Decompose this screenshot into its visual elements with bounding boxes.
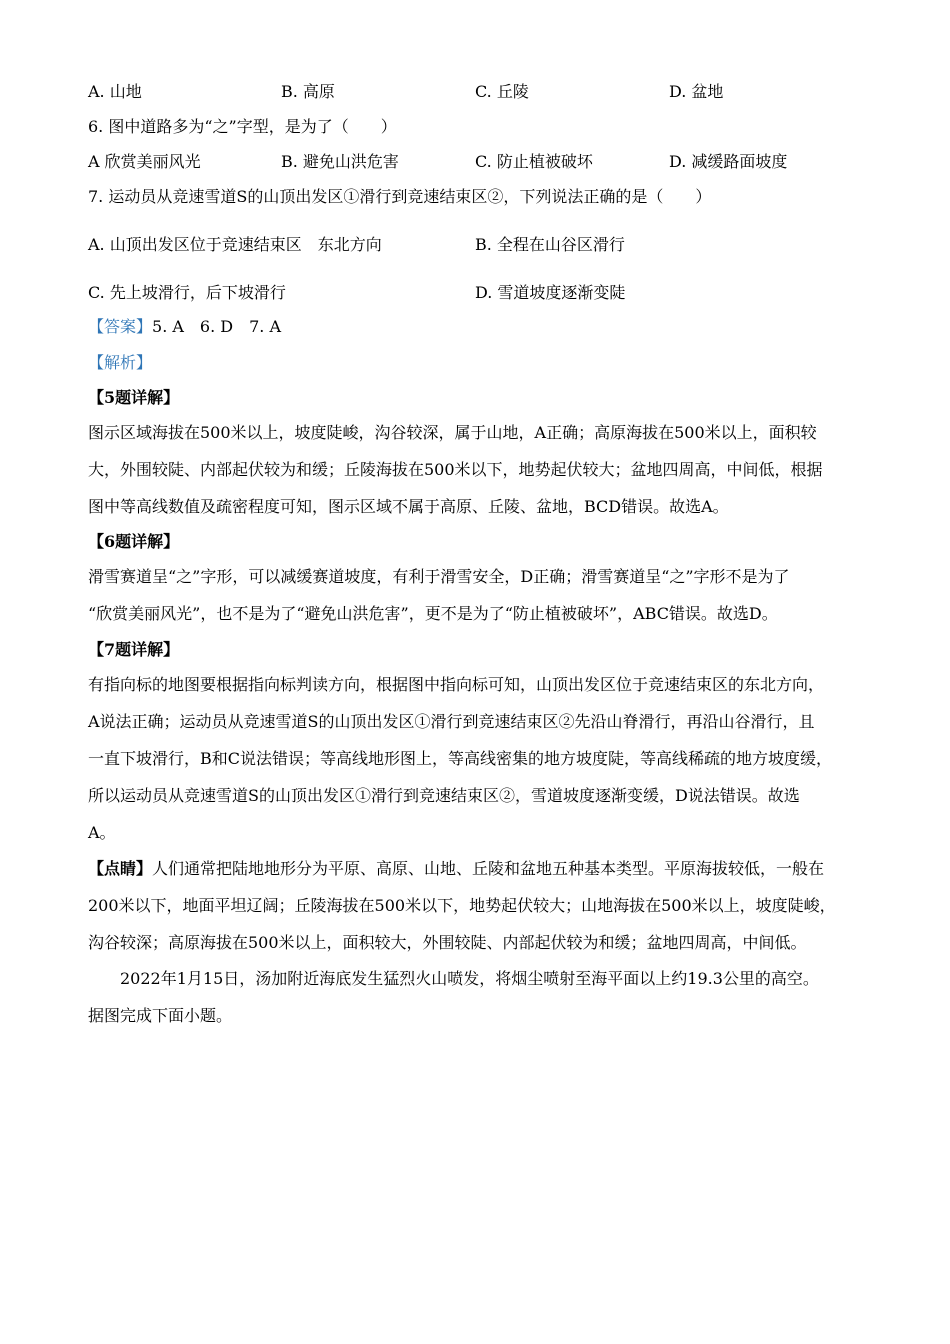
detail7-line-1: 有指向标的地图要根据指向标判读方向，根据图中指向标可知，山顶出发区位于竞速结束区的东北方向， <box>88 675 825 694</box>
q7-option-d: D. 雪道坡度逐渐变陡 <box>475 283 626 302</box>
answer-text: 5. A 6. D 7. A <box>152 317 282 336</box>
q5-option-b: B. 高原 <box>281 82 335 101</box>
q5-options <box>88 82 878 102</box>
detail7-line-4: 所以运动员从竞速雪道S的山顶出发区①滑行到竞速结束区②，雪道坡度逐渐变缓，D说法错误。故选 <box>88 786 800 805</box>
q6-option-b: B. 避免山洪危害 <box>281 152 399 171</box>
detail5-line-3: 图中等高线数值及疏密程度可知，图示区域不属于高原、丘陵、盆地，BCD错误。故选A。 <box>88 497 729 516</box>
detail5-title: 【5题详解】 <box>88 388 180 407</box>
detail7-line-3: 一直下坡滑行，B和C说法错误；等高线地形图上，等高线密集的地方坡度陡，等高线稀疏的地方坡度缓， <box>88 749 833 768</box>
detail7-line-2: A说法正确；运动员从竞速雪道S的山顶出发区①滑行到竞速结束区②先沿山脊滑行，再沿山谷滑行，且 <box>88 712 815 731</box>
answer-line <box>88 317 281 337</box>
q7-stem: 7. 运动员从竞速雪道S的山顶出发区①滑行到竞速结束区②，下列说法正确的是（ ） <box>88 187 712 206</box>
q7-options-row1 <box>88 235 878 255</box>
intro-line-2: 据图完成下面小题。 <box>88 1006 233 1025</box>
q6-option-c: C. 防止植被破坏 <box>475 152 593 171</box>
answer-tag: 【答案】 <box>88 317 153 336</box>
intro-line-1: 2022年1月15日，汤加附近海底发生猛烈火山喷发，将烟尘喷射至海平面以上约19.3公里的高空。 <box>120 969 819 988</box>
tip-line-2: 200米以下，地面平坦辽阔；丘陵海拔在500米以下，地势起伏较大；山地海拔在500米以上，坡度陡峻， <box>88 896 836 915</box>
detail5-line-1: 图示区域海拔在500米以上，坡度陡峻，沟谷较深，属于山地，A正确；高原海拔在500米以上，面积较 <box>88 423 817 442</box>
q6-options <box>88 152 878 172</box>
tip-text-1: 人们通常把陆地地形分为平原、高原、山地、丘陵和盆地五种基本类型。平原海拔较低，一般在 <box>152 859 825 878</box>
q5-option-d: D. 盆地 <box>669 82 724 101</box>
q5-option-a: A. 山地 <box>88 82 142 101</box>
tip-line-3: 沟谷较深；高原海拔在500米以上，面积较大，外围较陡、内部起伏较为和缓；盆地四周高，中间低。 <box>88 933 807 952</box>
q7-option-c: C. 先上坡滑行，后下坡滑行 <box>88 283 286 302</box>
detail6-title: 【6题详解】 <box>88 532 180 551</box>
detail5-line-2: 大，外围较陡、内部起伏较为和缓；丘陵海拔在500米以下，地势起伏较大；盆地四周高，中间低，根据 <box>88 460 823 479</box>
q7-option-a: A. 山顶出发区位于竞速结束区 东北方向 <box>88 235 382 254</box>
q7-option-b: B. 全程在山谷区滑行 <box>475 235 625 254</box>
q6-option-a: A 欣赏美丽风光 <box>88 152 201 171</box>
q6-option-d: D. 减缓路面坡度 <box>669 152 788 171</box>
q6-stem: 6. 图中道路多为“之”字型，是为了（ ） <box>88 117 397 136</box>
q5-option-c: C. 丘陵 <box>475 82 529 101</box>
tip-line-1 <box>88 859 824 879</box>
q7-options-row2 <box>88 283 878 303</box>
analysis-tag: 【解析】 <box>88 353 153 372</box>
tip-tag: 【点睛】 <box>88 859 153 878</box>
detail6-line-2: “欣赏美丽风光”，也不是为了“避免山洪危害”，更不是为了“防止植被破坏”，ABC错误。故选D。 <box>88 604 778 623</box>
detail6-line-1: 滑雪赛道呈“之”字形，可以减缓赛道坡度，有利于滑雪安全，D正确；滑雪赛道呈“之”字形不是为了 <box>88 567 790 586</box>
detail7-title: 【7题详解】 <box>88 640 180 659</box>
detail7-line-5: A。 <box>88 823 116 842</box>
